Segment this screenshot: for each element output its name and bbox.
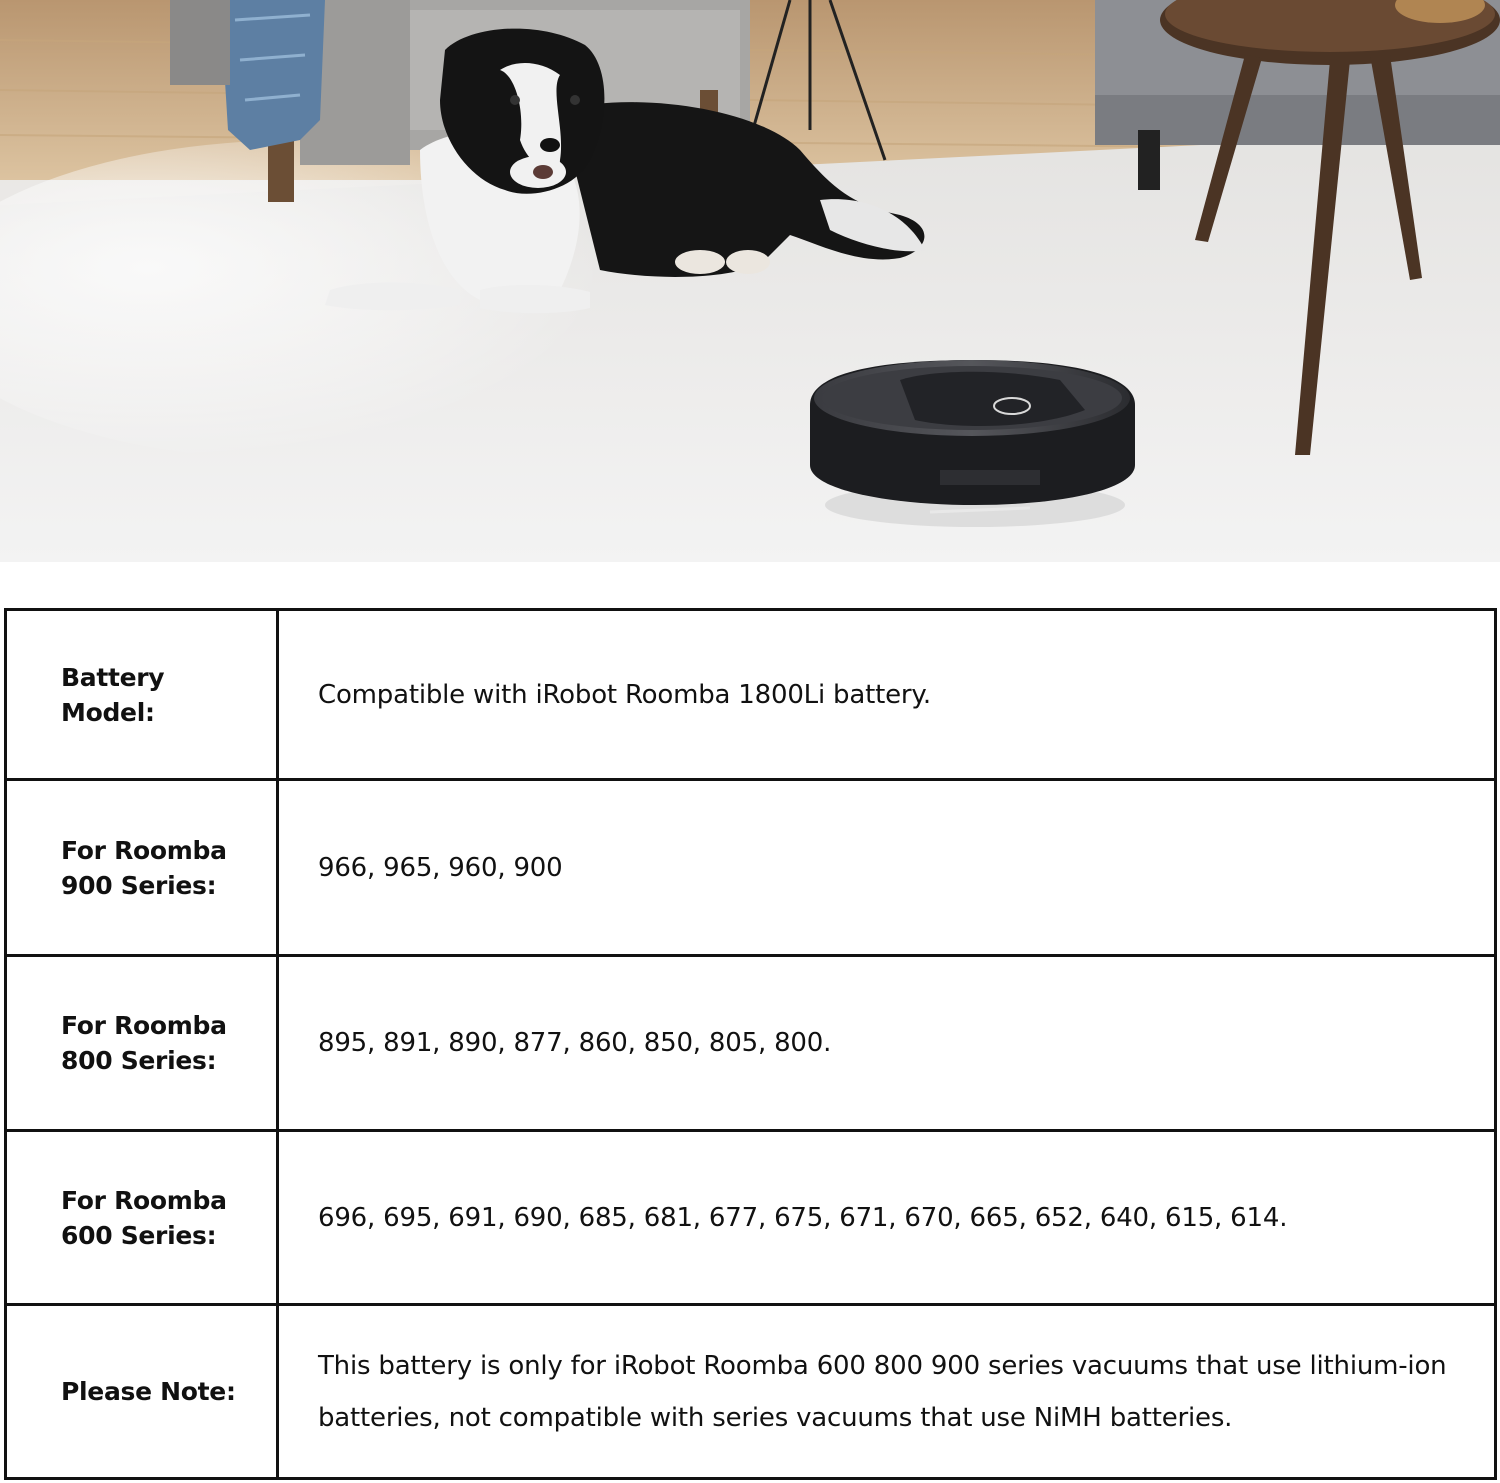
side-table: [170, 0, 230, 85]
row-value-please-note: This battery is only for iRobot Roomba 600 800 900 series vacuums that use lithium-ion batteries, not compatible with series vacuums that use NiMH batteries.: [278, 1305, 1496, 1479]
scene-illustration: [0, 0, 1500, 562]
product-scene-photo: [0, 0, 1500, 562]
robot-vacuum: [810, 360, 1135, 527]
table-row: [6, 610, 1496, 780]
row-value-battery-model: Compatible with iRobot Roomba 1800Li battery.: [278, 610, 1496, 780]
row-value-800-series: 895, 891, 890, 877, 860, 850, 805, 800.: [278, 956, 1496, 1131]
label-line: 800 Series:: [61, 1046, 217, 1075]
label-line: For Roomba: [61, 835, 227, 865]
label-line: For Roomba: [61, 1185, 227, 1215]
label-line: 900 Series:: [61, 870, 217, 900]
label-line: 600 Series:: [61, 1220, 217, 1250]
compatibility-table: [4, 608, 1497, 1480]
label-line: For Roomba: [61, 1011, 227, 1040]
label-line: Please Note:: [61, 1377, 236, 1406]
row-label-please-note: [6, 1305, 278, 1479]
row-label-900-series: [6, 780, 278, 956]
table-row: [6, 956, 1496, 1131]
table-row: [6, 780, 1496, 956]
row-label-battery-model: [6, 610, 278, 780]
label-line: Model:: [61, 697, 155, 727]
table-row: [6, 1305, 1496, 1479]
row-value-900-series: 966, 965, 960, 900: [278, 780, 1496, 956]
row-label-800-series: [6, 956, 278, 1131]
row-label-600-series: [6, 1131, 278, 1305]
blanket: [220, 0, 325, 150]
table-row: [6, 1131, 1496, 1305]
row-value-600-series: 696, 695, 691, 690, 685, 681, 677, 675, 671, 670, 665, 652, 640, 615, 614.: [278, 1131, 1496, 1305]
label-line: Battery: [61, 662, 165, 692]
